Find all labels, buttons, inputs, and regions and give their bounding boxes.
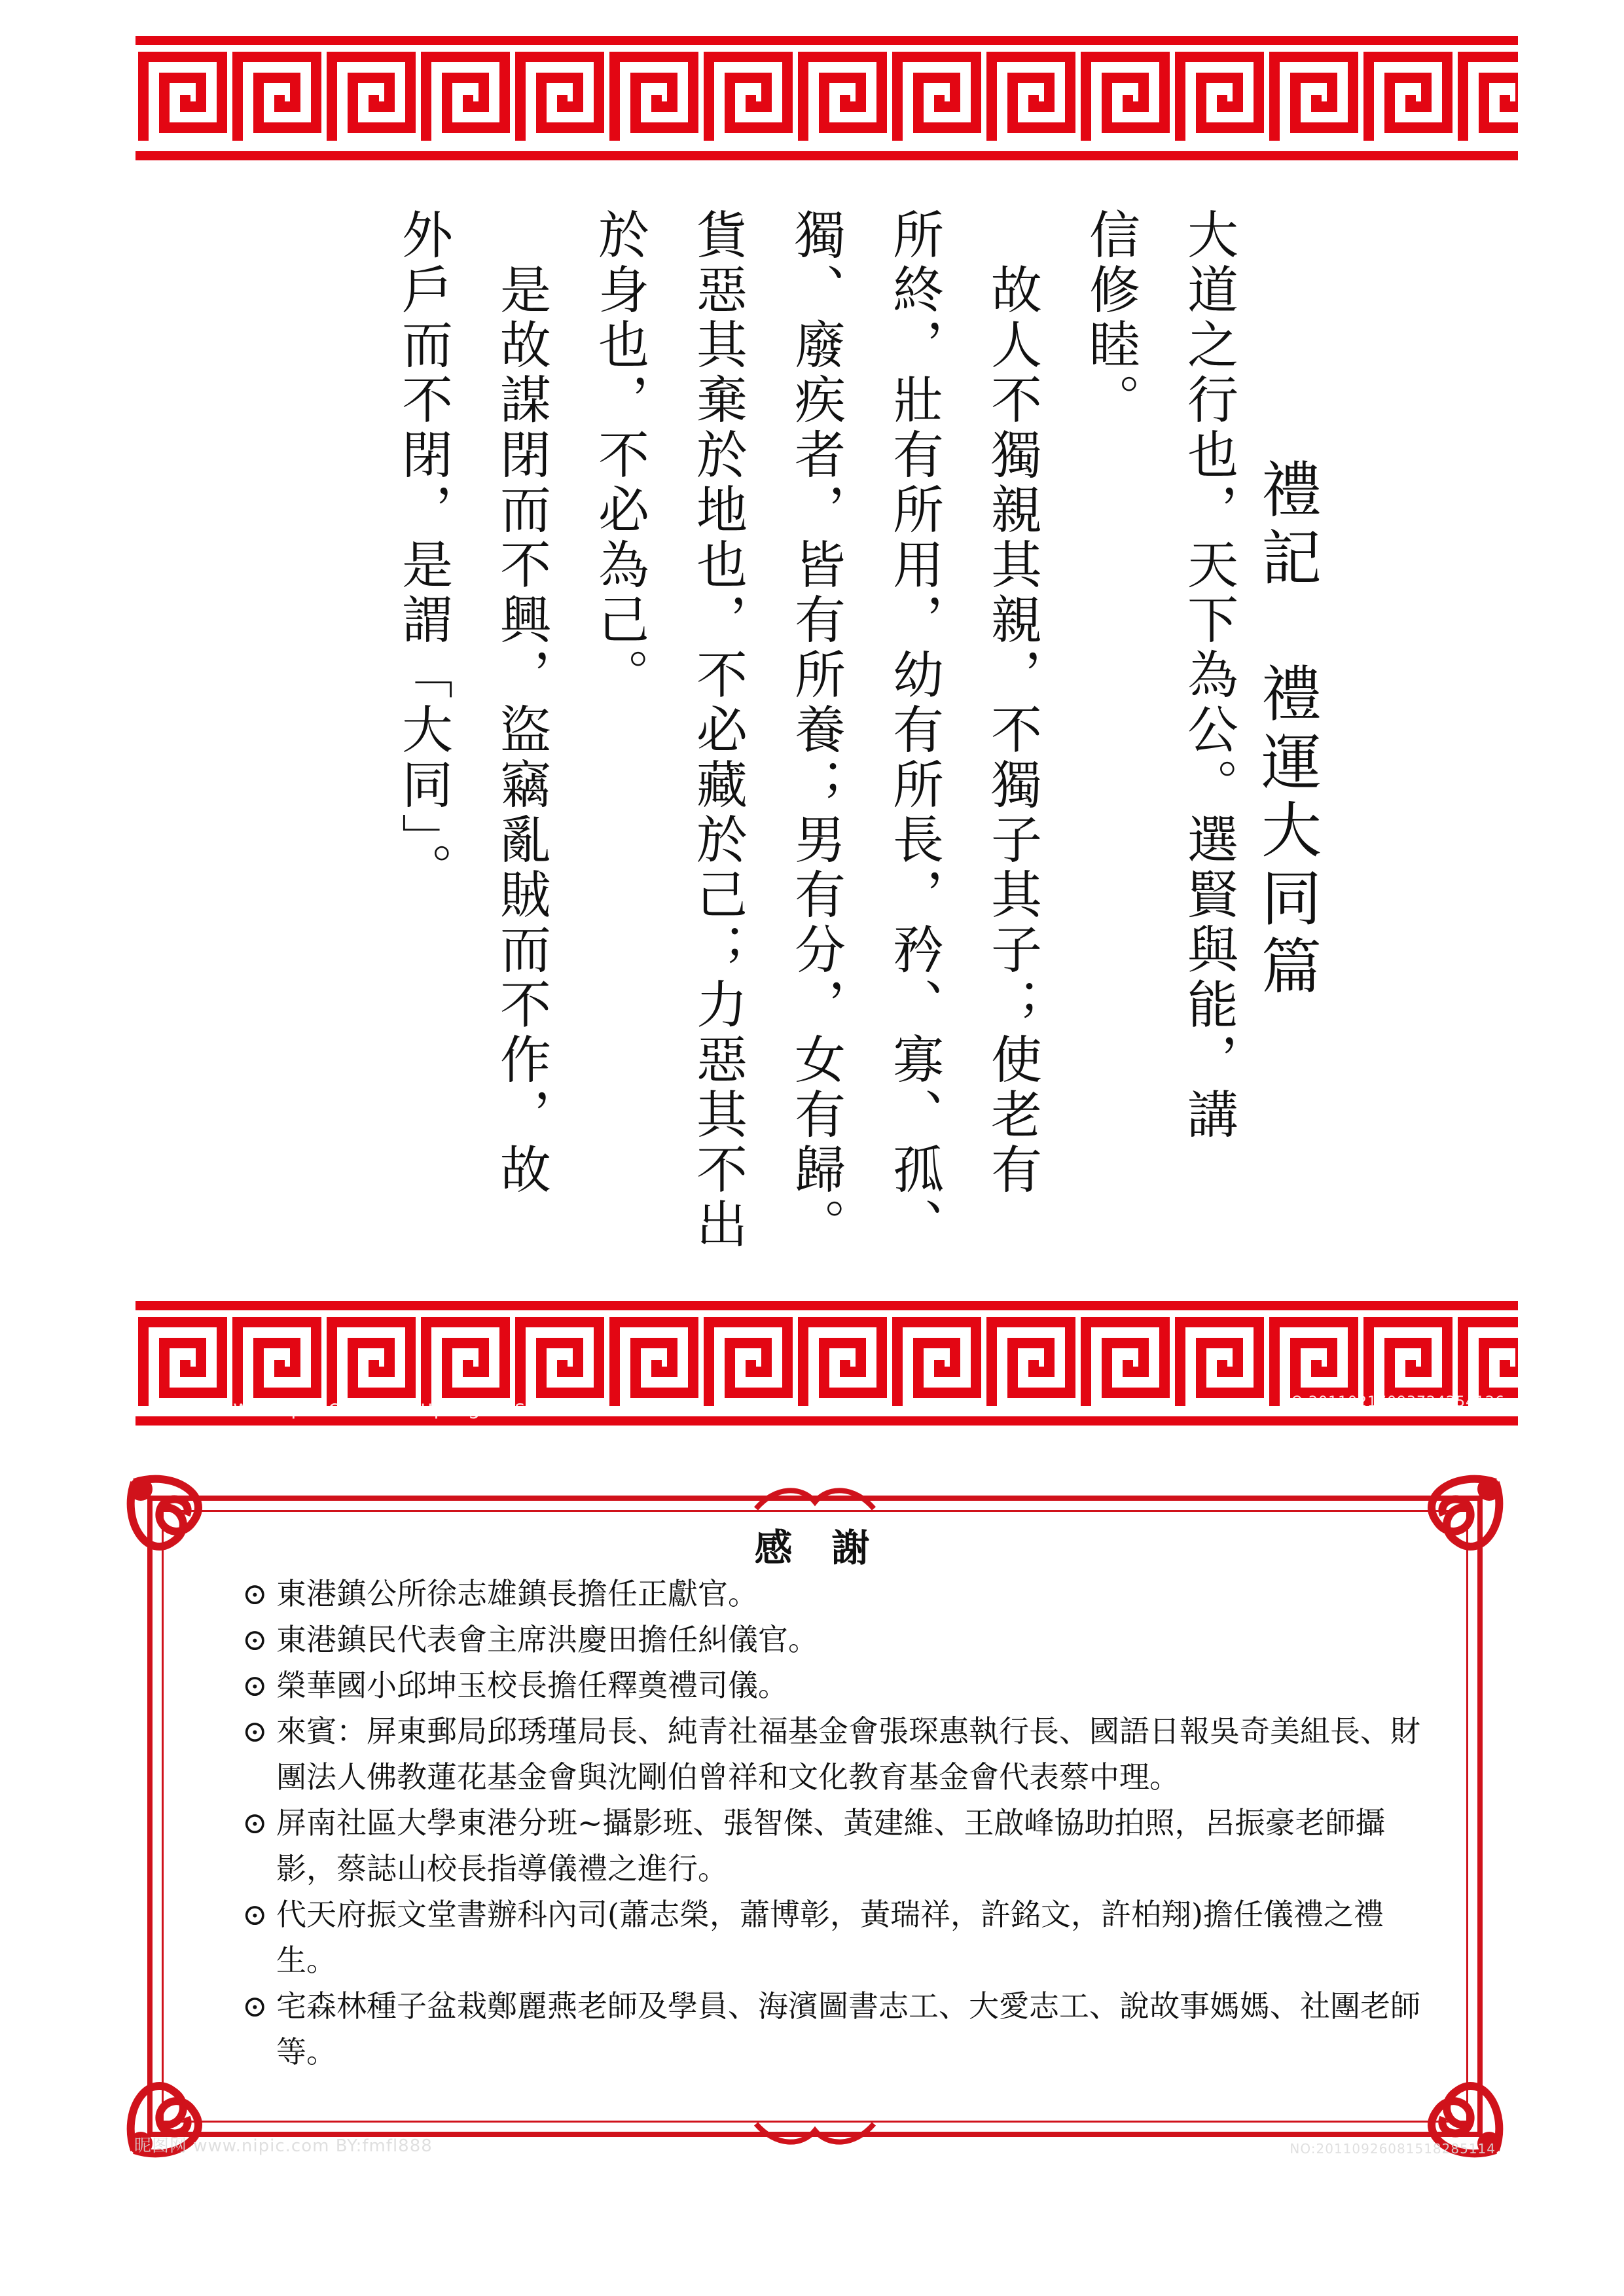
bullet-icon: ⊙ [242, 1576, 268, 1611]
list-item [242, 1892, 1434, 1983]
greek-key-border-top [135, 36, 1518, 160]
list-item [242, 1983, 1434, 2075]
text-column: 大道之行也，天下為公。選賢與能，講 [1179, 208, 1238, 1143]
list-item-text: 宅森林種子盆栽鄭麗燕老師及學員、海濱圖書志工、大愛志工、說故事媽媽、社團老師等。 [276, 1988, 1420, 2070]
bullet-icon: ⊙ [242, 1713, 268, 1749]
text-column: 故人不獨親其親，不獨子其子；使老有 [983, 208, 1041, 1198]
greek-key-icon [135, 36, 1518, 160]
list-item [242, 1800, 1434, 1892]
watermark: NO:20110926081518285114 [1290, 2141, 1496, 2157]
page-title: 禮記 禮運大同篇 [1252, 458, 1322, 1003]
ornament-icon [749, 2111, 880, 2150]
ornament-icon [749, 1482, 880, 1522]
text-column: 所終，壯有所用，幼有所長，矜、寡、孤、 [884, 208, 943, 1253]
list-item [242, 1662, 1434, 1708]
text-column: 於身也，不必為己。 [590, 208, 649, 703]
watermark: 昵图网 www.nipic.com BY:supergetas [149, 1397, 526, 1420]
list-item-text: 屏南社區大學東港分班~攝影班、張智傑、黃建維、王啟峰協助拍照，呂振豪老師攝影，蔡誌山校長指導儀禮之進行。 [276, 1805, 1386, 1886]
bullet-icon: ⊙ [242, 1988, 268, 2024]
text-column: 貨惡其棄於地也，不必藏於己；力惡其不出 [688, 208, 747, 1253]
list-item [242, 1617, 1434, 1662]
bullet-icon: ⊙ [242, 1897, 268, 1932]
text-column: 是故謀閉而不興，盜竊亂賊而不作，故 [492, 208, 550, 1198]
bullet-icon: ⊙ [242, 1622, 268, 1657]
watermark: NO:20110217093724254126 [1280, 1394, 1505, 1410]
list-item-text: 東港鎮民代表會主席洪慶田擔任糾儀官。 [276, 1622, 818, 1657]
list-item-text: 東港鎮公所徐志雄鎮長擔任正獻官。 [276, 1576, 758, 1611]
list-item [242, 1571, 1434, 1617]
greek-key-border-bottom [135, 1301, 1518, 1426]
bullet-icon: ⊙ [242, 1668, 268, 1703]
text-column: 信修睦。 [1081, 208, 1140, 428]
border-bar [135, 151, 1518, 160]
thanks-list [242, 1571, 1434, 2075]
text-column: 獨、廢疾者，皆有所養；男有分，女有歸。 [786, 208, 845, 1253]
list-item-text: 來賓：屏東郵局邱琇瑾局長、純青社福基金會張琛惠執行長、國語日報吳奇美組長、財團法人佛教蓮花基金會與沈剛伯曾祥和文化教育基金會代表蔡中理。 [276, 1713, 1420, 1795]
list-item-text: 榮華國小邱坤玉校長擔任釋奠禮司儀。 [276, 1668, 788, 1703]
bullet-icon: ⊙ [242, 1805, 268, 1840]
thanks-title: 感謝 [754, 1526, 909, 1570]
list-item-text: 代天府振文堂書辦科內司(蕭志榮，蕭博彰，黃瑞祥，許銘文，許柏翔)擔任儀禮之禮生。 [276, 1897, 1384, 1978]
list-item [242, 1708, 1434, 1800]
text-column: 外戶而不閉，是謂「大同」。 [393, 208, 452, 897]
watermark: 昵图网 www.nipic.com BY:fmfl888 [134, 2136, 433, 2156]
classical-text [374, 208, 1257, 1288]
